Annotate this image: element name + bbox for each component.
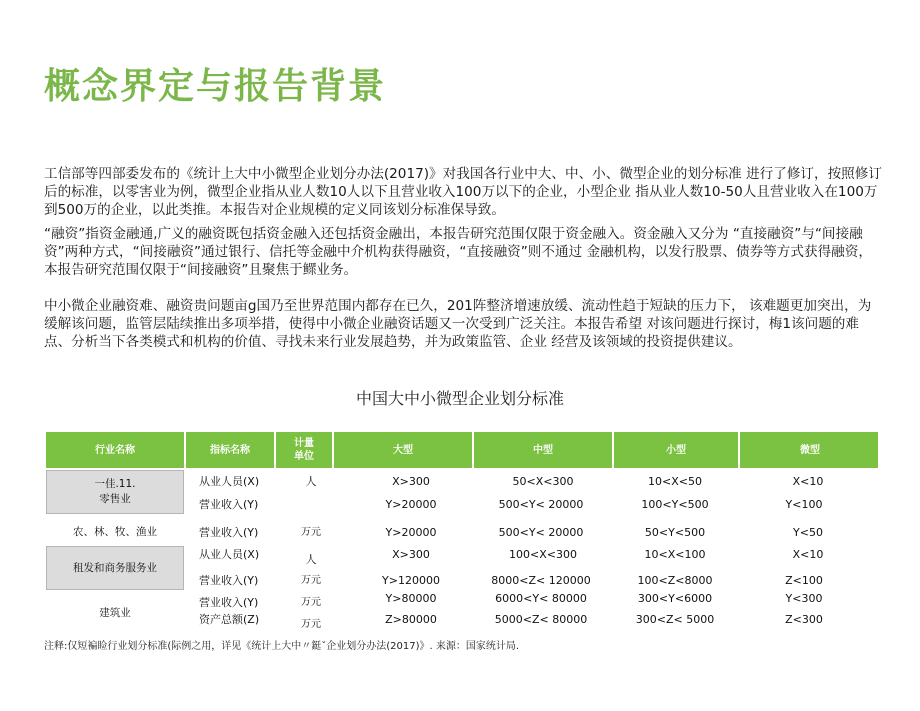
header-industry: 行业名称 — [95, 444, 135, 456]
table-cell-indicator: 营业收入(Y) — [199, 574, 259, 587]
table-cell-medium: 500<Y< 20000 — [498, 526, 584, 539]
table-cell-medium: 8000<Z< 120000 — [491, 574, 591, 587]
table-cell-large: Y>20000 — [385, 498, 437, 511]
table-cell-micro: Z<100 — [785, 574, 823, 587]
table-cell-micro: X<10 — [792, 475, 824, 488]
table-cell-indicator: 营业收入(Y) — [199, 526, 259, 539]
table-title: 中国大中小微型企业划分标准 — [355, 389, 564, 408]
table-cell-medium: 100<X<300 — [509, 548, 577, 561]
table-cell-small: 10<X<50 — [648, 475, 702, 488]
table-cell-micro: Z<300 — [785, 613, 823, 626]
paragraph-background: 中小微企业融资难、融资贵问题亩g国乃至世界范围内都存在已久，201阵整济增速放缓、流动性趋于短缺的压力下， 该难题更加突出，为缓解该问题，监管层陆续推出多项举措，使得中小微企业融资话题又一次受到广泛关注。本报告希望 对该问题进行探讨，梅1该问题的难点、分析当下各类模式和机构的价值、寻找未来行业发展趋势，并为政策监管、企业 经营及该领域的投资提供建议。 — [44, 298, 872, 350]
table-cell-unit: 人 — [305, 553, 317, 566]
table-cell-large: X>300 — [392, 475, 430, 488]
footnote: 注释:仅短褊睑行业划分标准(际例之用，详见《统计上大中〃鋌ˇ企业划分办法(2017)》. 来源：国家统计局. — [44, 641, 520, 652]
table-cell-indicator: 资产总额(Z) — [199, 613, 260, 626]
table-cell-large: Y>120000 — [382, 574, 440, 587]
table-cell-unit: 人 — [305, 475, 317, 488]
table-cell-micro: Y<100 — [785, 498, 823, 511]
table-cell-medium: 6000<Y< 80000 — [495, 592, 587, 605]
industry-agriculture: 农、林、牧、渔业 — [73, 526, 157, 538]
table-cell-unit: 万元 — [301, 619, 321, 630]
page-title: 概念界定与报告背景 — [44, 66, 387, 107]
table-cell-micro: Y<50 — [793, 526, 823, 539]
paragraph-definition: 工信部等四部委发布的《统计上大中小微型企业划分办法(2017)》对我国各行业中大、中、小、微型企业的划分标准 进行了修订，按照修订后的标准，以零害业为例，微型企业指从业人数10人以下且营业收入100万以下的企业，小型企业 指从业人数10-50人且营业收入在100万到500万的企业，以此类推。本报告对企业规模的定义同该划分标准保导致。 — [44, 166, 882, 218]
table-cell-micro: X<10 — [792, 548, 824, 561]
table-header — [46, 432, 878, 468]
table-cell-large: Y>20000 — [385, 526, 437, 539]
table-cell-unit: 万元 — [301, 575, 321, 586]
table-cell-small: 100<Y<500 — [641, 498, 709, 511]
table-cell-medium: 500<Y< 20000 — [498, 498, 584, 511]
table-cell-medium: 5000<Z< 80000 — [494, 613, 588, 626]
header-unit: 计量 单位 — [274, 432, 332, 468]
table-cell-large: Z>80000 — [385, 613, 437, 626]
industry-construction: 建筑业 — [99, 607, 131, 619]
table-cell-medium: 50<X<300 — [512, 475, 574, 488]
table-cell-small: 300<Z< 5000 — [635, 613, 715, 626]
table-cell-unit: 万元 — [301, 527, 321, 538]
paragraph-financing: “融资”指资金融通,广义的融资既包括资金融入还包括资金融出，本报告研究范围仅限于资金融入。资金融入又分为 “直接融资”与“间接融资”两种方式，“间接融资”通过银行、信托等金融中介机构获得融资，“直接融资”则不通过 金融机构，以发行股票、债券等方式获得融资，本报告研究范围仅限于“间接融资”且聚焦于鳏业务。 — [44, 226, 872, 278]
industry-retail: 一佳.11. 零售业 — [46, 470, 184, 514]
industry-leasing: 租发和商务服务业 — [46, 546, 184, 590]
table-cell-small: 10<X<100 — [644, 548, 706, 561]
table-cell-large: X>300 — [392, 548, 430, 561]
table-cell-small: 300<Y<6000 — [637, 592, 713, 605]
table-cell-indicator: 营业收入(Y) — [199, 596, 259, 609]
table-cell-indicator: 从业人员(X) — [199, 548, 260, 561]
table-cell-indicator: 营业收入(Y) — [199, 498, 259, 511]
header-medium: 中型 — [472, 432, 612, 468]
table-cell-large: Y>80000 — [385, 592, 437, 605]
table-cell-unit: 万元 — [301, 597, 321, 608]
table-cell-indicator: 从业人员(X) — [199, 475, 260, 488]
table-cell-small: 50<Y<500 — [644, 526, 706, 539]
table-cell-micro: Y<300 — [785, 592, 823, 605]
table-cell-small: 100<Z<8000 — [637, 574, 713, 587]
header-micro: 微型 — [738, 432, 880, 468]
header-indicator: 指标名称 — [184, 432, 274, 468]
header-large: 大型 — [332, 432, 472, 468]
header-small: 小型 — [612, 432, 738, 468]
